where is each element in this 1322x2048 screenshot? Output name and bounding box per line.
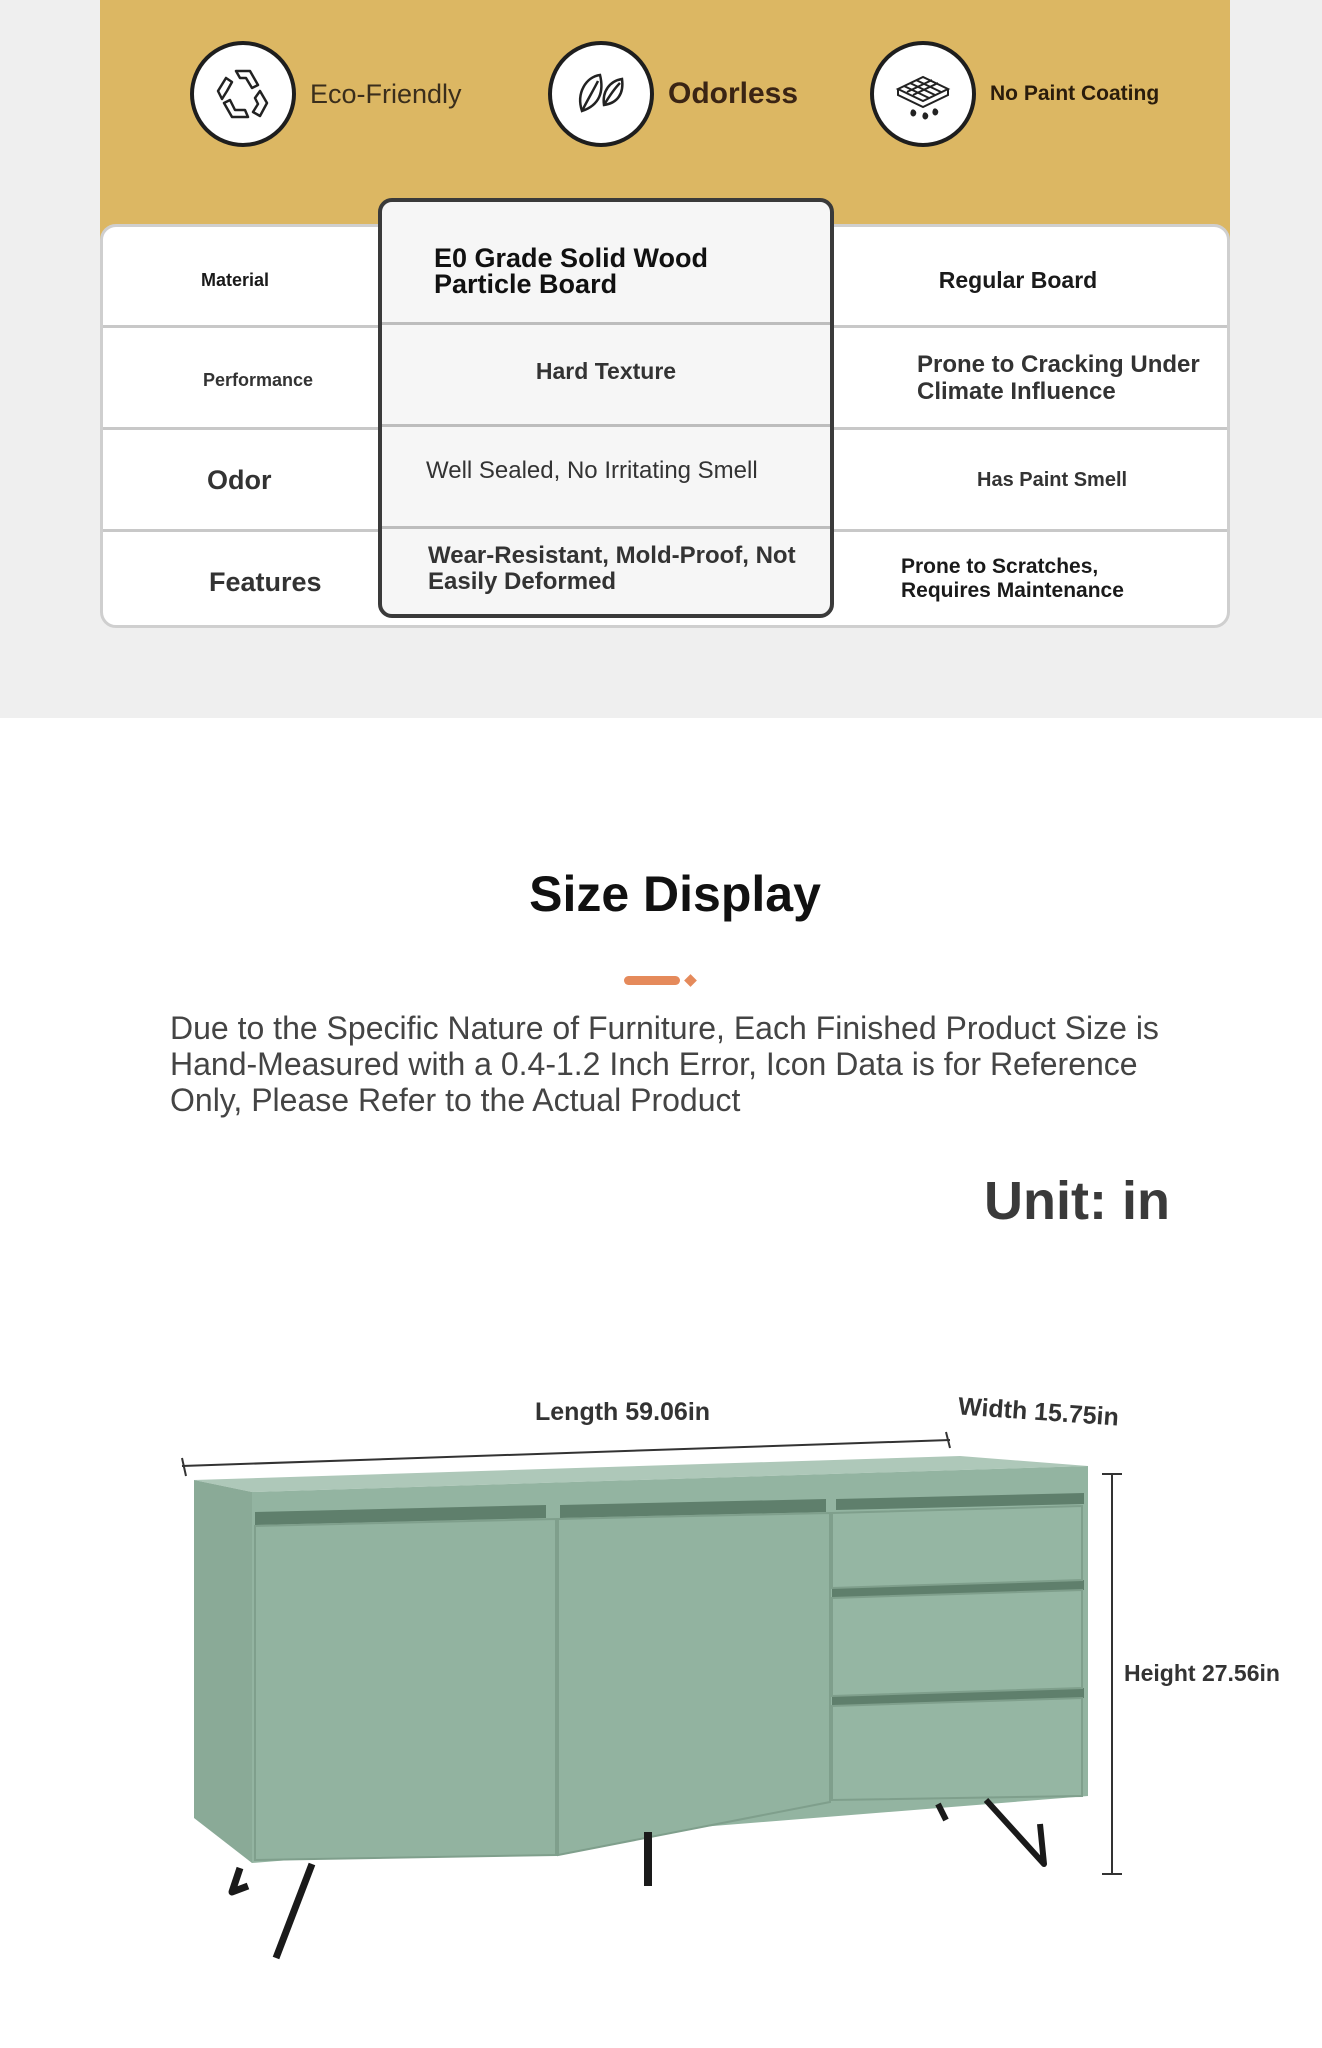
highlight-column [378, 198, 834, 618]
cabinet-diagram [0, 1380, 1322, 2000]
regular-performance: Prone to Cracking Under Climate Influence [917, 351, 1200, 405]
row-label-features: Features [209, 566, 322, 597]
cabinet-illustration [0, 1380, 1322, 2000]
height-label: Height 27.56in [1124, 1660, 1280, 1686]
feature-eco-friendly [190, 38, 462, 150]
highlight-odor: Well Sealed, No Irritating Smell [426, 457, 758, 484]
feature-odorless [548, 38, 798, 150]
title-accent [624, 976, 680, 985]
recycle-icon [190, 41, 296, 147]
row-label-material: Material [201, 269, 270, 290]
feature-no-paint-coating [870, 38, 1159, 150]
highlight-features: Wear-Resistant, Mold-Proof, Not Easily Deformed [428, 542, 796, 595]
row-label-performance: Performance [203, 369, 314, 390]
feature-label: No Paint Coating [990, 82, 1160, 105]
section-title: Size Display [529, 866, 821, 922]
regular-features: Prone to Scratches, Requires Maintenance [901, 555, 1124, 602]
regular-odor: Has Paint Smell [977, 468, 1128, 491]
row-divider [382, 526, 830, 529]
width-label: Width 15.75in [957, 1392, 1120, 1432]
length-label: Length 59.06in [535, 1398, 711, 1426]
feature-label: Odorless [668, 77, 799, 110]
highlight-material: E0 Grade Solid Wood Particle Board [434, 243, 709, 299]
unit-label: Unit: in [984, 1171, 1170, 1231]
no-paint-icon [870, 41, 976, 147]
title-accent-dot [684, 974, 697, 987]
leaf-icon [548, 41, 654, 147]
feature-label: Eco-Friendly [310, 78, 462, 109]
size-notice: Due to the Specific Nature of Furniture, Each Finished Product Size is Hand-Measured with a 0.4-1.2 Inch Error, Icon Data is for Reference Only, Please Refer to the Actual Product [170, 1010, 1159, 1118]
highlight-performance: Hard Texture [535, 357, 677, 384]
row-divider [382, 424, 830, 427]
row-label-odor: Odor [207, 464, 272, 495]
regular-material: Regular Board [938, 266, 1098, 293]
row-divider [382, 322, 830, 325]
